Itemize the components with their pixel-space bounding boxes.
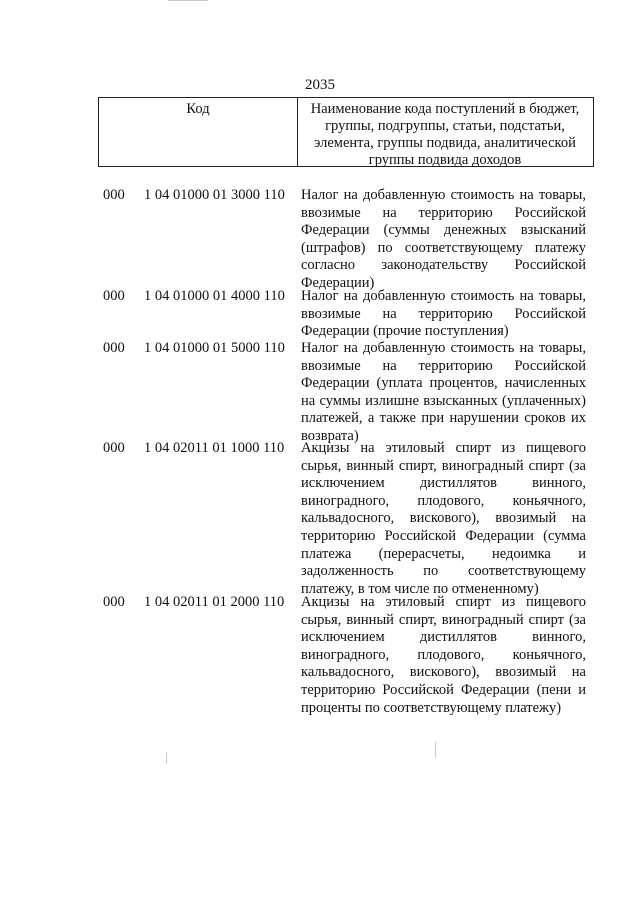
revenue-code: 1 04 01000 01 3000 110: [144, 187, 285, 203]
column-divider: [297, 98, 298, 166]
table-header: [98, 97, 594, 167]
scan-mark: [168, 0, 208, 1]
admin-code: 000: [103, 288, 125, 304]
revenue-description: Налог на добавленную стоимость на товары, ввозимые на территорию Российской Федерации (уплата процентов, начисленных на суммы излишне взысканных (уплаченных) платежей, а также при нарушении сроков их возврата): [301, 340, 586, 444]
revenue-description: Акцизы на этиловый спирт из пищевого сырья, винный спирт, виноградный спирт (за исключением дистиллятов винного, виноградного, плодового, коньячного, кальвадосного, вискового), ввозимый на территорию Российской Федерации (сумма платежа (перерасчеты, недоимка и задолженность по соответствующему платежу, в том числе по отмененному): [301, 440, 586, 597]
admin-code: 000: [103, 187, 125, 203]
page-number: 2035: [305, 77, 335, 93]
revenue-description: Акцизы на этиловый спирт из пищевого сырья, винный спирт, виноградный спирт (за исключением дистиллятов винного, виноградного, плодового, коньячного, кальвадосного, вискового), ввозимый на территорию Российской Федерации (пени и проценты по соответствующему платежу): [301, 594, 586, 716]
scan-mark: [166, 752, 167, 764]
revenue-code: 1 04 02011 01 2000 110: [144, 594, 285, 610]
revenue-description: Налог на добавленную стоимость на товары, ввозимые на территорию Российской Федерации (прочие поступления): [301, 288, 586, 340]
revenue-code: 1 04 02011 01 1000 110: [144, 440, 285, 456]
revenue-code: 1 04 01000 01 4000 110: [144, 288, 285, 304]
header-code-label: Код: [186, 101, 210, 117]
scan-mark: [435, 742, 436, 758]
admin-code: 000: [103, 340, 125, 356]
revenue-code: 1 04 01000 01 5000 110: [144, 340, 285, 356]
admin-code: 000: [103, 594, 125, 610]
revenue-description: Налог на добавленную стоимость на товары, ввозимые на территорию Российской Федерации (суммы денежных взысканий (штрафов) по соответствующему платежу согласно законодательству Российской Федерации): [301, 187, 586, 291]
header-name-label: Наименование кода поступлений в бюджет, группы, подгруппы, статьи, подстатьи, элемента, группы подвида, аналитической группы подвида доходов: [310, 101, 580, 168]
admin-code: 000: [103, 440, 125, 456]
